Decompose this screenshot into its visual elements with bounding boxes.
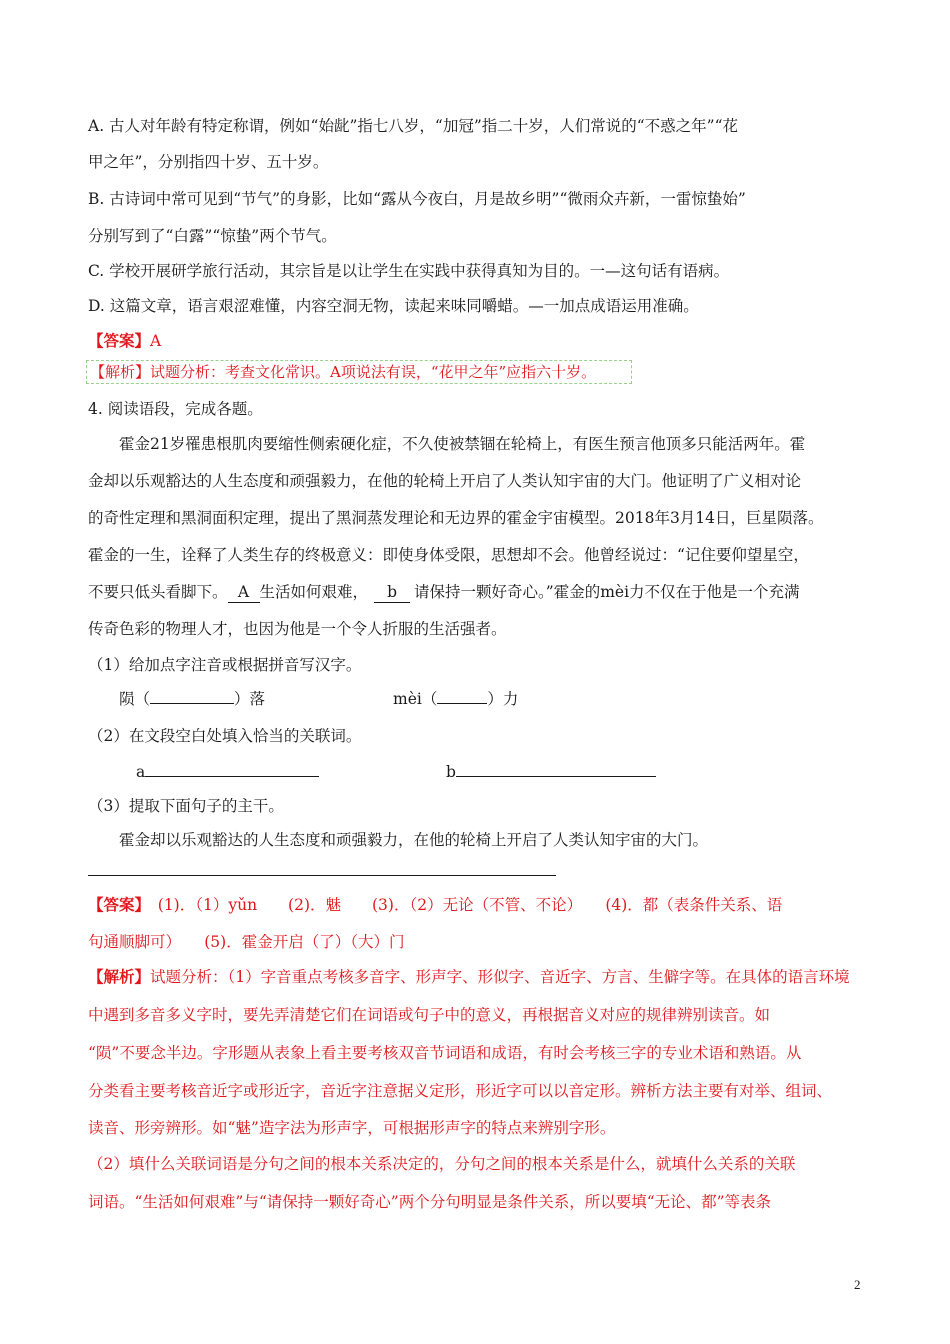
passage-line5: 不要只低头看脚下。 A 生活如何艰难， b 请保持一颗好奇心。”霍金的mèi力不仅在于他是一个充满: [88, 583, 800, 601]
sub-question-3: （3）提取下面句子的主干。: [88, 797, 284, 815]
sub2-blank-a: a: [136, 761, 319, 782]
answer-blank-mei[interactable]: [437, 703, 487, 704]
q4-title: 4. 阅读语段，完成各题。: [88, 400, 263, 418]
option-c: C. 学校开展研学旅行活动，其宗旨是以让学生在实践中获得真知为目的。一—这句话有语病。: [88, 262, 730, 280]
q4-analysis-line7: 词语。“生活如何艰难”与“请保持一颗好奇心”两个分句明显是条件关系，所以要填“无论、都”等表条: [88, 1193, 772, 1211]
q4-analysis-line4: 分类看主要考核音近字或形近字，音近字注意据义定形，形近字可以以音定形。辨析方法主要有对举、组词、: [88, 1082, 833, 1100]
sub-question-2: （2）在文段空白处填入恰当的关联词。: [88, 727, 362, 745]
sub1-items: 陨（ ）落 mèi（ ）力: [119, 690, 519, 708]
passage-line1: 霍金21岁罹患根肌肉要缩性侧索硬化症，不久使被禁锢在轮椅上，有医生预言他顶多只能活两年。霍: [119, 435, 806, 453]
option-a-line2: 甲之年”，分别指四十岁、五十岁。: [88, 153, 329, 171]
passage-line4: 霍金的一生，诠释了人类生存的终极意义：即使身体受限，思想却不会。他曾经说过：“记住要仰望星空，: [88, 546, 809, 564]
option-b-line2: 分别写到了“白露”“惊蛰”两个节气。: [88, 227, 337, 245]
option-b-line1: B. 古诗词中常可见到“节气”的身影，比如“露从今夜白，月是故乡明”“微雨众卉新，一雷惊蛰始”: [88, 190, 746, 208]
q3-analysis: 【解析】试题分析：考查文化常识。A项说法有误，“花甲之年”应指六十岁。: [90, 363, 597, 381]
sub3-sentence: 霍金却以乐观豁达的人生态度和顽强毅力，在他的轮椅上开启了人类认知宇宙的大门。: [119, 831, 709, 849]
q4-answer-line2: 句通顺脚可） (5)．霍金开启（了）（大）门: [88, 933, 405, 951]
passage-line2: 金却以乐观豁达的人生态度和顽强毅力，在他的轮椅上开启了人类认知宇宙的大门。他证明了广义相对论: [88, 472, 802, 490]
answer-blank-yun[interactable]: [150, 703, 234, 704]
q4-analysis-line5: 读音、形旁辨形。如“魅”造字法为形声字，可根据形声字的特点来辨别字形。: [88, 1119, 616, 1137]
option-d: D. 这篇文章，语言艰涩难懂，内容空洞无物，读起来味同嚼蜡。—一加点成语运用准确。: [88, 297, 699, 315]
answer-label: 【答案】: [88, 331, 151, 350]
q4-analysis-line1: 【解析】试题分析：（1）字音重点考核多音字、形声字、形似字、音近字、方言、生僻字等。在具体的语言环境: [88, 967, 850, 986]
answer-value: A: [150, 332, 162, 350]
answer-blank-a[interactable]: [145, 761, 319, 777]
sub2-blank-b: b: [446, 761, 656, 782]
analysis-label: 【解析】: [88, 967, 151, 986]
q4-analysis-line6: （2）填什么关联词语是分句之间的根本关系决定的，分句之间的根本关系是什么，就填什么关系的关联: [88, 1155, 796, 1173]
passage-line3: 的奇性定理和黑洞面积定理，提出了黑洞蒸发理论和无边界的霍金宇宙模型。2018年3月14日，巨星陨落。: [88, 509, 824, 527]
q4-analysis-line3: “陨”不要念半边。字形题从表象上看主要考核双音节词语和成语，有时会考核三字的专业术语和熟语。从: [88, 1044, 802, 1062]
sub-question-1: （1）给加点字注音或根据拼音写汉字。: [88, 656, 362, 674]
q3-answer: [88, 331, 161, 351]
q4-answer-line1: 【答案】 (1)．（1）yǔn (2)．魅 (3)．（2）无论（不管、不论） (4)．都（表条件关系、语: [88, 895, 783, 914]
passage-line6: 传奇色彩的物理人才，也因为他是一个令人折服的生活强者。: [88, 620, 507, 638]
answer-line[interactable]: [88, 875, 556, 876]
blank-b: b: [374, 582, 410, 603]
option-a-line1: A. 古人对年龄有特定称谓，例如“始龀”指七八岁，“加冠”指二十岁，人们常说的“不惑之年”“花: [88, 117, 739, 135]
answer-label: 【答案】: [88, 895, 143, 914]
answer-blank-b[interactable]: [456, 761, 656, 777]
blank-a: A: [228, 582, 260, 603]
q4-analysis-line2: 中遇到多音多义字时，要先弄清楚它们在词语或句子中的意义，再根据音义对应的规律辨别读音。如: [88, 1006, 771, 1024]
page-number: 2: [854, 1277, 861, 1292]
